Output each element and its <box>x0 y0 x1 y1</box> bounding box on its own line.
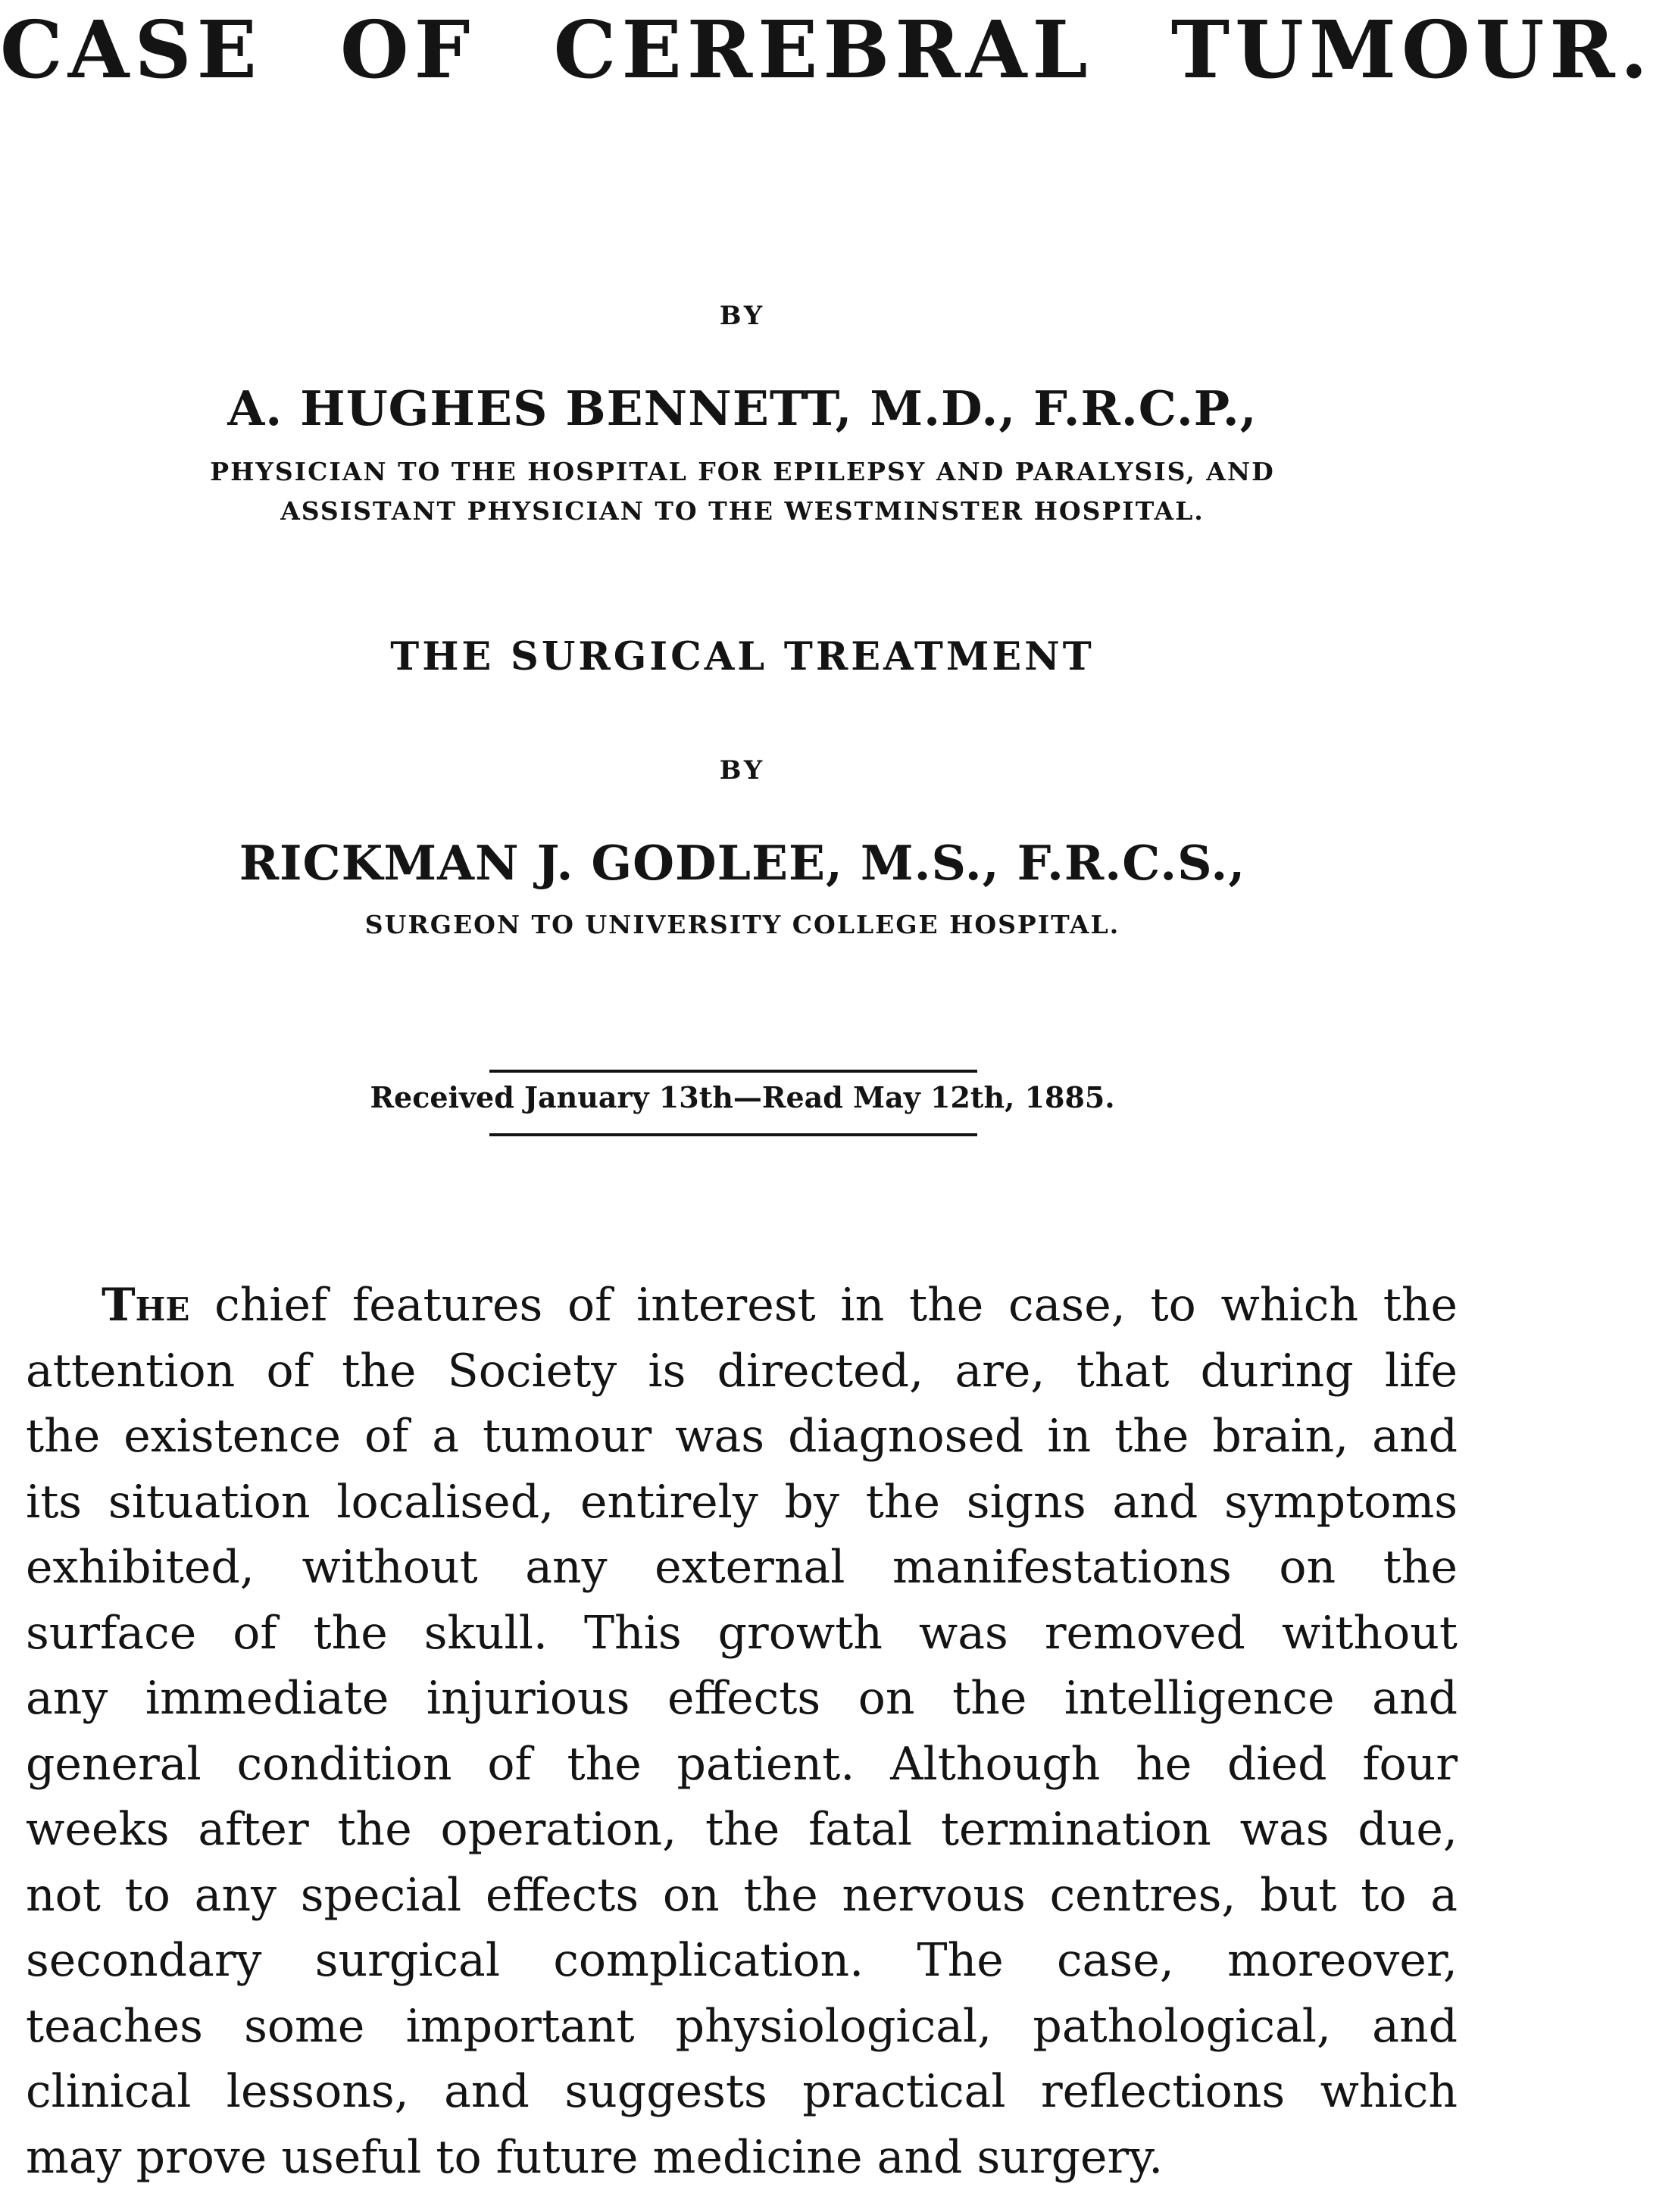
bottom-rule <box>489 1133 977 1136</box>
body-line-2: attention of the Society is directed, are, that during life <box>26 1344 1458 1398</box>
dropcap-word: The <box>102 1279 190 1332</box>
body-line-10: not to any special effects on the nervous centres, but to a <box>26 1868 1458 1922</box>
received-date: Received January 13th—Read May 12th, 1885. <box>370 1080 1115 1114</box>
body-line-8: general condition of the patient. Although he died four <box>26 1737 1458 1791</box>
body-line-12: teaches some important physiological, pathological, and <box>26 1999 1458 2053</box>
author-1-affiliation-line-1: PHYSICIAN TO THE HOSPITAL FOR EPILEPSY AND PARALYSIS, AND <box>210 457 1275 486</box>
body-line-4: its situation localised, entirely by the signs and symptoms <box>26 1475 1458 1529</box>
body-line-6: surface of the skull. This growth was removed without <box>26 1606 1458 1660</box>
author-2-name: RICKMAN J. GODLEE, M.S., F.R.C.S., <box>239 835 1246 891</box>
paper-title: CASE OF CEREBRAL TUMOUR. <box>0 3 1653 96</box>
section-heading: THE SURGICAL TREATMENT <box>390 634 1095 680</box>
body-line-11: secondary surgical complication. The case, moreover, <box>26 1934 1458 1987</box>
author-1-name: A. HUGHES BENNETT, M.D., F.R.C.P., <box>227 380 1258 436</box>
author-2-affiliation: SURGEON TO UNIVERSITY COLLEGE HOSPITAL. <box>364 910 1120 939</box>
by-label-1: BY <box>719 301 766 331</box>
by-label-2: BY <box>719 755 766 786</box>
body-line-1: The chief features of interest in the case, to which the <box>102 1279 1458 1332</box>
body-line-7: any immediate injurious effects on the intelligence and <box>26 1672 1458 1725</box>
top-rule <box>489 1070 977 1073</box>
body-paragraph <box>26 1273 1458 2190</box>
body-line-13: clinical lessons, and suggests practical reflections which <box>26 2065 1458 2118</box>
body-line-3: the existence of a tumour was diagnosed in the brain, and <box>26 1410 1458 1463</box>
body-line-14: may prove useful to future medicine and surgery. <box>26 2130 1164 2184</box>
body-line-5: exhibited, without any external manifestations on the <box>26 1541 1458 1594</box>
body-line-9: weeks after the operation, the fatal termination was due, <box>26 1803 1458 1856</box>
author-1-affiliation-line-2: ASSISTANT PHYSICIAN TO THE WESTMINSTER HOSPITAL. <box>280 496 1205 526</box>
